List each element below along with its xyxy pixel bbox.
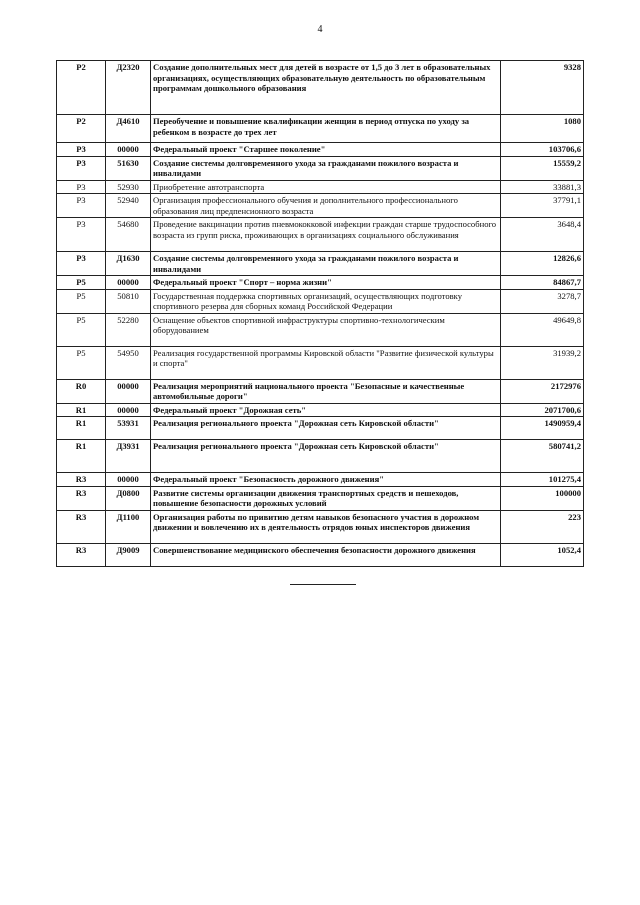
amount-cell: 2172976: [501, 379, 584, 403]
item-code-cell: 52940: [106, 194, 151, 218]
section-code-cell: P3: [57, 218, 106, 252]
section-code-cell: P3: [57, 143, 106, 157]
amount-cell: 3648,4: [501, 218, 584, 252]
item-code-cell: 00000: [106, 403, 151, 417]
item-code-cell: 54680: [106, 218, 151, 252]
item-name-cell: Оснащение объектов спортивной инфраструктуры спортивно-технологическим оборудованием: [151, 313, 501, 346]
amount-cell: 1080: [501, 115, 584, 143]
table-row: [57, 543, 584, 566]
table-row: [57, 510, 584, 543]
item-name-cell: Реализация регионального проекта "Дорожная сеть Кировской области": [151, 417, 501, 440]
item-code-cell: 51630: [106, 156, 151, 180]
section-code-cell: P3: [57, 156, 106, 180]
table-row: [57, 417, 584, 440]
closing-divider: [290, 584, 356, 585]
item-name-cell: Создание дополнительных мест для детей в возрасте от 1,5 до 3 лет в образовательных организациях, осуществляющих образовательную деятельность по образовательным программам дошкольного образования: [151, 61, 501, 115]
amount-cell: 100000: [501, 486, 584, 510]
item-name-cell: Развитие системы организации движения транспортных средств и пешеходов, повышение безопасности дорожных условий: [151, 486, 501, 510]
item-name-cell: Проведение вакцинации против пневмококковой инфекции граждан старше трудоспособного возраста из групп риска, проживающих в организациях социального обслуживания: [151, 218, 501, 252]
item-name-cell: Переобучение и повышение квалификации женщин в период отпуска по уходу за ребенком в возрасте до трех лет: [151, 115, 501, 143]
section-code-cell: P5: [57, 313, 106, 346]
table-row: [57, 180, 584, 194]
table-row: [57, 115, 584, 143]
amount-cell: 1052,4: [501, 543, 584, 566]
page-number: 4: [317, 24, 323, 35]
item-code-cell: 53931: [106, 417, 151, 440]
section-code-cell: P3: [57, 180, 106, 194]
section-code-cell: P5: [57, 346, 106, 379]
amount-cell: 84867,7: [501, 276, 584, 290]
section-code-cell: P5: [57, 276, 106, 290]
table-row: [57, 218, 584, 252]
item-name-cell: Федеральный проект "Спорт – норма жизни": [151, 276, 501, 290]
table-row: [57, 194, 584, 218]
table-row: [57, 403, 584, 417]
amount-cell: 103706,6: [501, 143, 584, 157]
item-code-cell: 00000: [106, 143, 151, 157]
item-name-cell: Организация профессионального обучения и дополнительного профессионального образования лиц предпенсионного возраста: [151, 194, 501, 218]
item-name-cell: Реализация государственной программы Кировской области "Развитие физической культуры и спорта": [151, 346, 501, 379]
amount-cell: 12826,6: [501, 252, 584, 276]
table-row: [57, 486, 584, 510]
item-code-cell: 00000: [106, 473, 151, 487]
amount-cell: 33881,3: [501, 180, 584, 194]
item-code-cell: Д1100: [106, 510, 151, 543]
amount-cell: 101275,4: [501, 473, 584, 487]
item-name-cell: Совершенствование медицинского обеспечения безопасности дорожного движения: [151, 543, 501, 566]
section-code-cell: R3: [57, 543, 106, 566]
section-code-cell: R1: [57, 403, 106, 417]
table-row: [57, 313, 584, 346]
item-code-cell: Д3931: [106, 440, 151, 473]
item-name-cell: Государственная поддержка спортивных организаций, осуществляющих подготовку спортивного резерва для сборных команд Российской Федерации: [151, 289, 501, 313]
amount-cell: 9328: [501, 61, 584, 115]
section-code-cell: P3: [57, 194, 106, 218]
item-code-cell: 00000: [106, 379, 151, 403]
amount-cell: 223: [501, 510, 584, 543]
item-code-cell: 52280: [106, 313, 151, 346]
section-code-cell: P2: [57, 61, 106, 115]
item-code-cell: Д0800: [106, 486, 151, 510]
section-code-cell: P5: [57, 289, 106, 313]
section-code-cell: R3: [57, 510, 106, 543]
item-name-cell: Реализация мероприятий национального проекта "Безопасные и качественные автомобильные дороги": [151, 379, 501, 403]
section-code-cell: R3: [57, 486, 106, 510]
section-code-cell: P3: [57, 252, 106, 276]
item-name-cell: Федеральный проект "Дорожная сеть": [151, 403, 501, 417]
amount-cell: 49649,8: [501, 313, 584, 346]
amount-cell: 37791,1: [501, 194, 584, 218]
item-code-cell: 52930: [106, 180, 151, 194]
section-code-cell: R0: [57, 379, 106, 403]
item-name-cell: Федеральный проект "Безопасность дорожного движения": [151, 473, 501, 487]
item-name-cell: Федеральный проект "Старшее поколение": [151, 143, 501, 157]
amount-cell: 31939,2: [501, 346, 584, 379]
item-name-cell: Создание системы долговременного ухода за гражданами пожилого возраста и инвалидами: [151, 252, 501, 276]
item-code-cell: Д4610: [106, 115, 151, 143]
item-code-cell: Д9009: [106, 543, 151, 566]
table-row: [57, 379, 584, 403]
amount-cell: 15559,2: [501, 156, 584, 180]
item-code-cell: 54950: [106, 346, 151, 379]
section-code-cell: R1: [57, 440, 106, 473]
table-row: [57, 289, 584, 313]
table-row: [57, 61, 584, 115]
item-name-cell: Создание системы долговременного ухода за гражданами пожилого возраста и инвалидами: [151, 156, 501, 180]
section-code-cell: R1: [57, 417, 106, 440]
table-row: [57, 346, 584, 379]
table-row: [57, 473, 584, 487]
item-name-cell: Приобретение автотранспорта: [151, 180, 501, 194]
amount-cell: 2071700,6: [501, 403, 584, 417]
amount-cell: 580741,2: [501, 440, 584, 473]
table-row: [57, 156, 584, 180]
budget-table: [56, 60, 584, 567]
table-row: [57, 276, 584, 290]
item-code-cell: Д2320: [106, 61, 151, 115]
item-name-cell: Организация работы по привитию детям навыков безопасного участия в дорожном движении и вовлечению их в деятельность отрядов юных инспекторов движения: [151, 510, 501, 543]
item-code-cell: 50810: [106, 289, 151, 313]
amount-cell: 3278,7: [501, 289, 584, 313]
budget-table-body: [57, 61, 584, 567]
item-name-cell: Реализация регионального проекта "Дорожная сеть Кировской области": [151, 440, 501, 473]
table-row: [57, 252, 584, 276]
item-code-cell: 00000: [106, 276, 151, 290]
table-row: [57, 440, 584, 473]
section-code-cell: R3: [57, 473, 106, 487]
item-code-cell: Д1630: [106, 252, 151, 276]
table-row: [57, 143, 584, 157]
section-code-cell: P2: [57, 115, 106, 143]
amount-cell: 1490959,4: [501, 417, 584, 440]
